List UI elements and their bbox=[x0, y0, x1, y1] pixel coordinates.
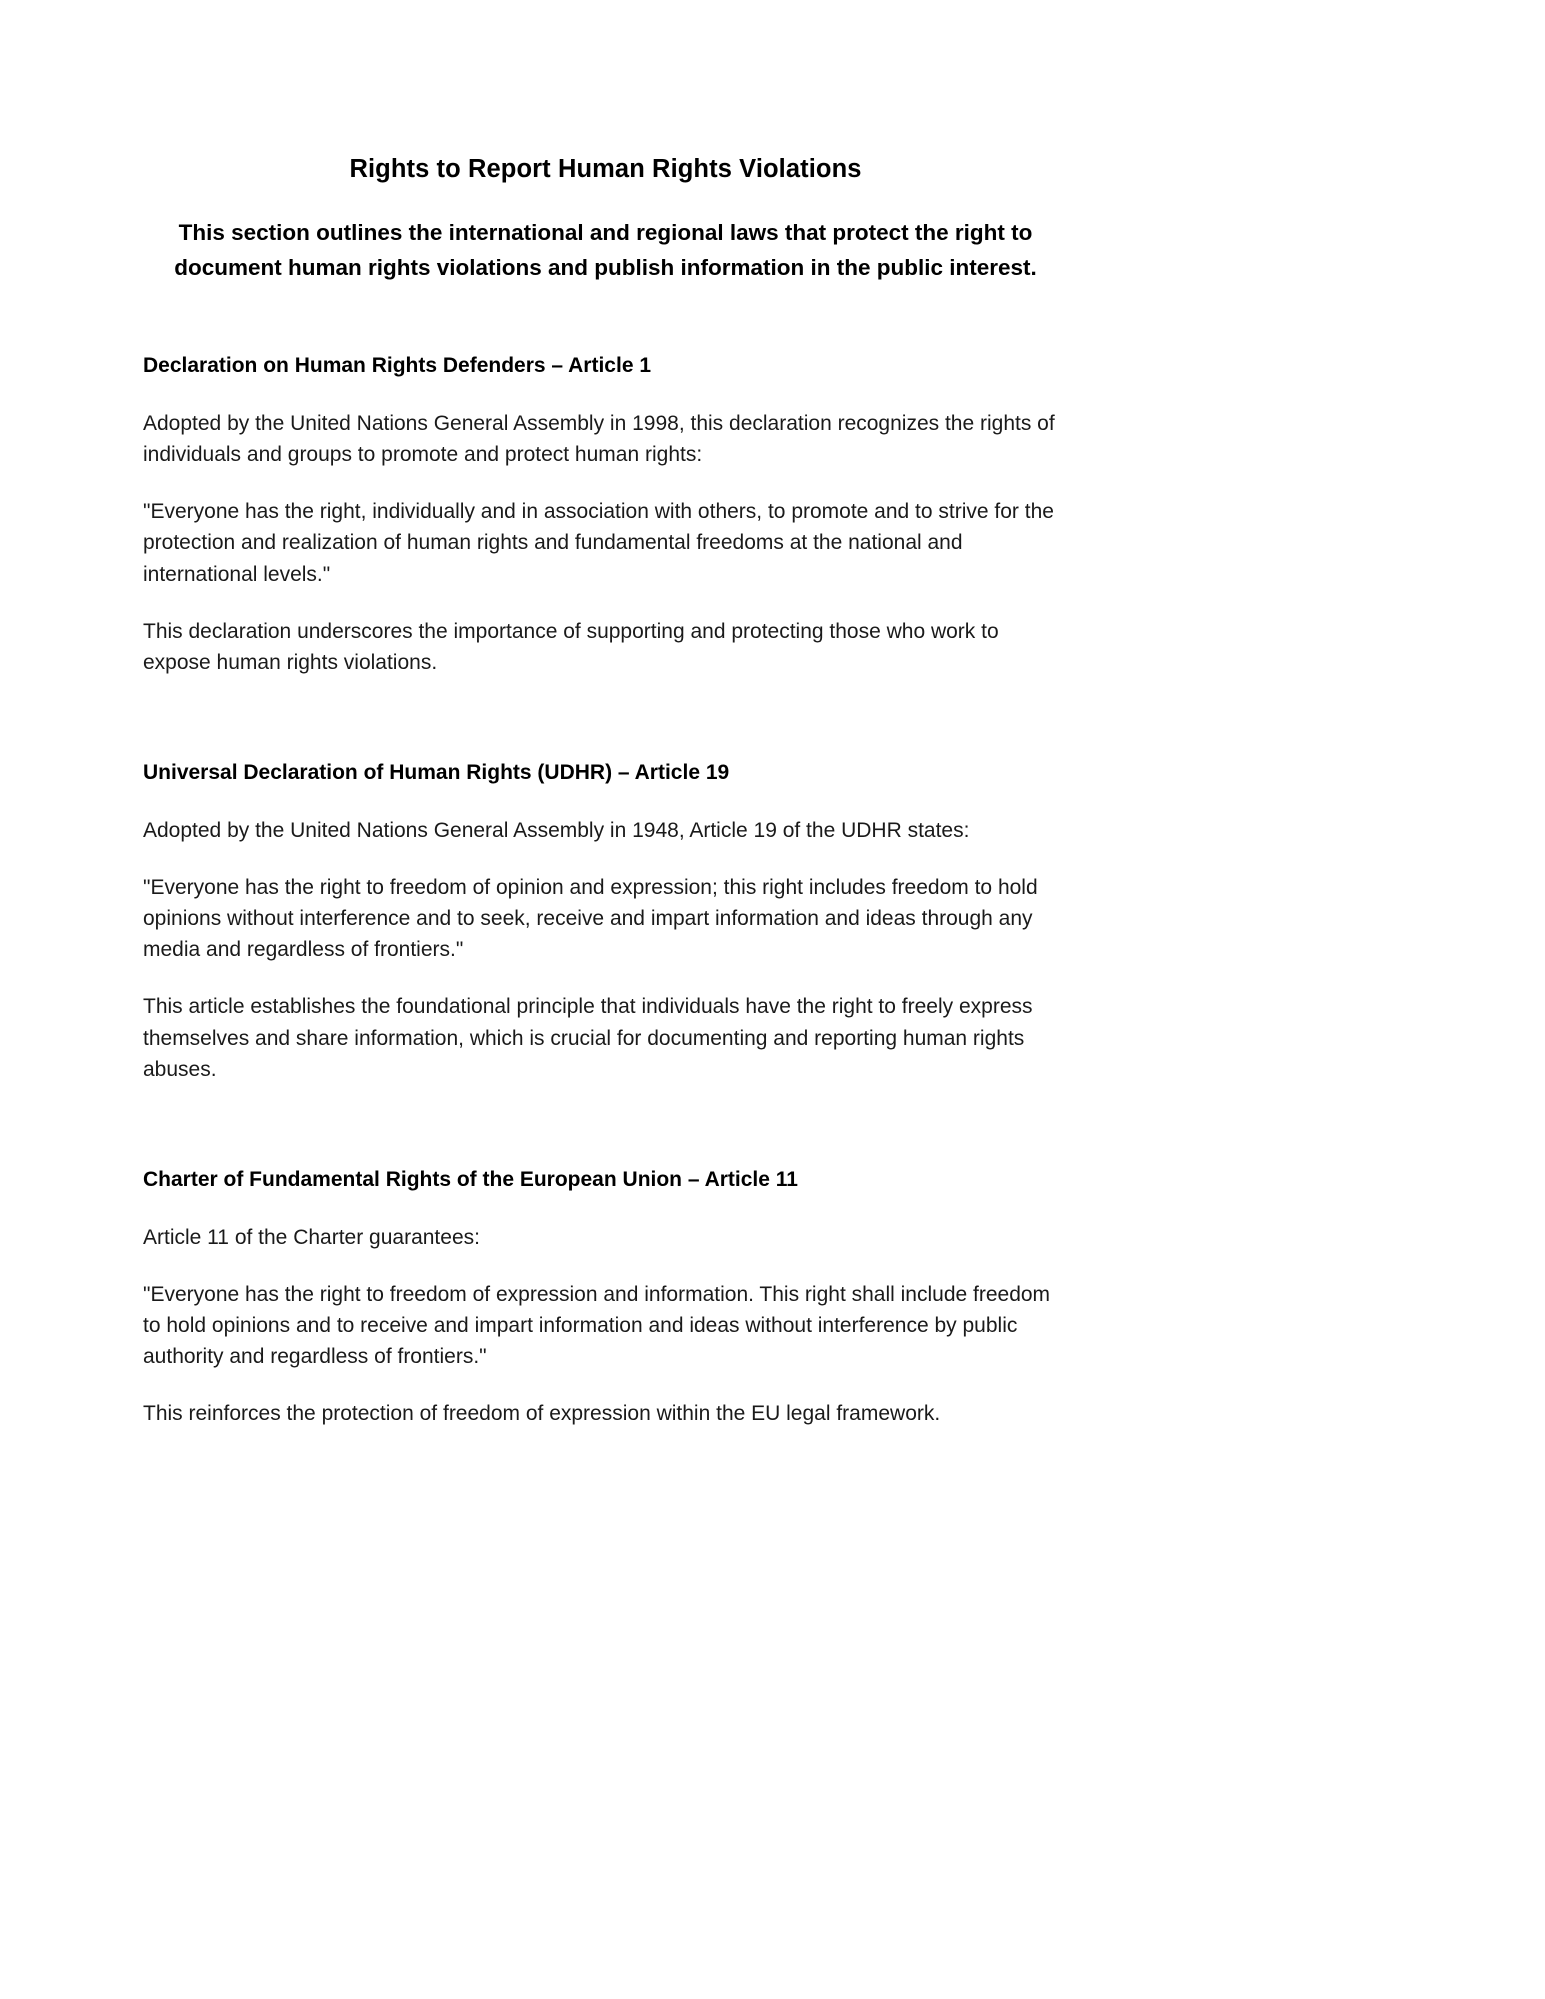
section-human-rights-defenders bbox=[143, 285, 1068, 678]
section-closing-paragraph: This declaration underscores the importance of supporting and protecting those who work to expose human rights violations. bbox=[143, 619, 999, 674]
section-heading: Universal Declaration of Human Rights (UDHR) – Article 19 bbox=[143, 760, 730, 784]
section-intro-paragraph: Adopted by the United Nations General Assembly in 1948, Article 19 of the UDHR states: bbox=[143, 819, 970, 843]
section-quote-paragraph: "Everyone has the right, individually and in association with others, to promote and to strive for the protection and realization of human rights and fundamental freedoms at the national and international levels." bbox=[143, 500, 1054, 586]
section-closing-paragraph: This reinforces the protection of freedom of expression within the EU legal framework. bbox=[143, 1402, 941, 1426]
section-quote-paragraph: "Everyone has the right to freedom of opinion and expression; this right includes freedom to hold opinions without interference and to seek, receive and impart information and ideas through any media and regardless of frontiers." bbox=[143, 876, 1038, 962]
section-intro-paragraph: Article 11 of the Charter guarantees: bbox=[143, 1226, 480, 1250]
section-heading: Charter of Fundamental Rights of the European Union – Article 11 bbox=[143, 1167, 798, 1191]
section-eu-charter bbox=[143, 1085, 1068, 1430]
document-content bbox=[143, 0, 1068, 1429]
section-udhr bbox=[143, 678, 1068, 1085]
document-subtitle: This section outlines the international and regional laws that protect the right to document human rights violations and publish information in the public interest. bbox=[174, 220, 1037, 280]
section-intro-paragraph: Adopted by the United Nations General Assembly in 1998, this declaration recognizes the rights of individuals and groups to promote and protect human rights: bbox=[143, 412, 1055, 467]
page-title: Rights to Report Human Rights Violations bbox=[349, 155, 862, 183]
section-closing-paragraph: This article establishes the foundational principle that individuals have the right to freely express themselves and share information, which is crucial for documenting and reporting human rights abuses. bbox=[143, 995, 1033, 1081]
section-heading: Declaration on Human Rights Defenders – Article 1 bbox=[143, 353, 652, 377]
section-quote-paragraph: "Everyone has the right to freedom of expression and information. This right shall include freedom to hold opinions and to receive and impart information and ideas without interference by public authority and regardless of frontiers." bbox=[143, 1283, 1051, 1369]
